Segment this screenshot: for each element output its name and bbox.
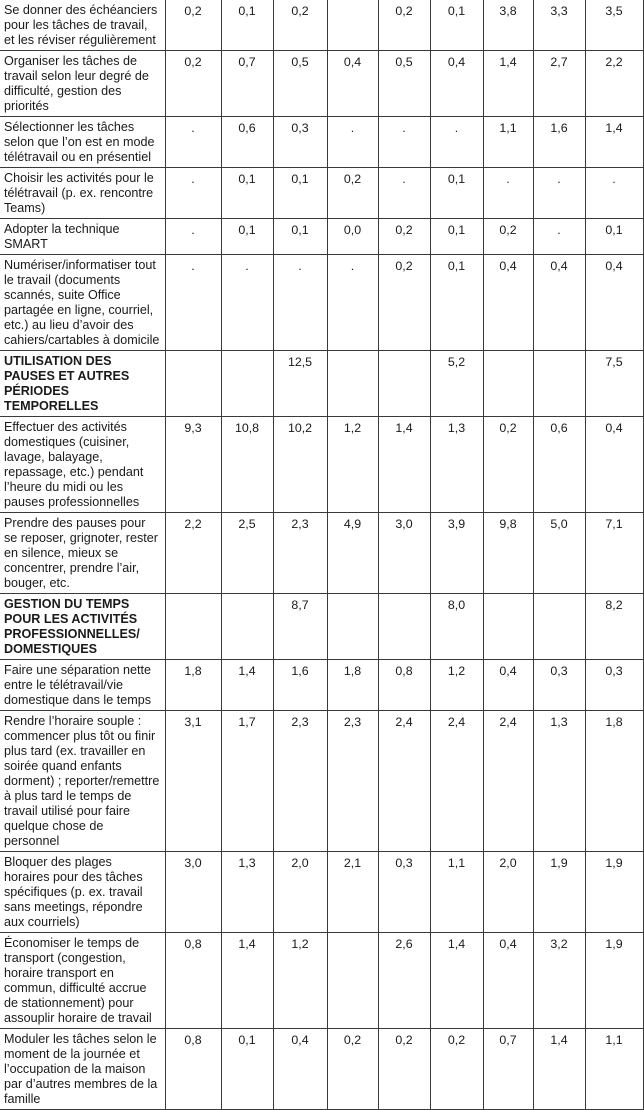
value-cell: 10,8 [221,417,273,513]
value-cell: 0,2 [378,255,430,351]
value-cell: 1,6 [273,660,327,711]
value-cell: 1,4 [585,117,643,168]
value-cell: 0,4 [483,660,533,711]
value-cell [533,594,585,660]
row-label: Adopter la technique SMART [0,219,165,255]
value-cell: 0,4 [533,255,585,351]
table-row [0,219,643,255]
row-label: Se donner des échéanciers pour les tâches de travail, et les réviser régulièrement [0,0,165,51]
value-cell: 0,2 [378,0,430,51]
value-cell [327,0,378,51]
value-cell: 3,9 [430,513,483,594]
value-cell: . [533,168,585,219]
value-cell: 1,8 [165,660,221,711]
value-cell: 1,3 [430,417,483,513]
value-cell: 2,1 [327,852,378,933]
value-cell: 0,1 [221,168,273,219]
value-cell: 0,1 [221,219,273,255]
value-cell: 0,4 [585,417,643,513]
value-cell: . [165,168,221,219]
value-cell: 0,1 [430,219,483,255]
value-cell: 0,8 [378,660,430,711]
table-row [0,168,643,219]
value-cell [327,933,378,1029]
table-row [0,1029,643,1110]
value-cell: 1,4 [430,933,483,1029]
value-cell: 0,2 [483,417,533,513]
row-label: Économiser le temps de transport (congestion, horaire transport en commun, difficulté accrue de stationnement) pour assouplir horaire de travail [0,933,165,1029]
value-cell: 0,6 [533,417,585,513]
value-cell: 0,2 [327,1029,378,1110]
row-label: Organiser les tâches de travail selon leur degré de difficulté, gestion des priorités [0,51,165,117]
row-label: Faire une séparation nette entre le télétravail/vie domestique dans le temps [0,660,165,711]
value-cell: 1,3 [221,852,273,933]
value-cell: 1,8 [585,711,643,852]
value-cell: 3,3 [533,0,585,51]
table-row [0,255,643,351]
value-cell: 2,4 [430,711,483,852]
value-cell: 3,8 [483,0,533,51]
value-cell [327,594,378,660]
row-label: Moduler les tâches selon le moment de la journée et l’occupation de la maison par d’autres membres de la famille [0,1029,165,1110]
table-row [0,660,643,711]
value-cell: 0,5 [273,51,327,117]
value-cell: 2,0 [483,852,533,933]
value-cell: 2,3 [273,513,327,594]
value-cell: 8,7 [273,594,327,660]
section-label: GESTION DU TEMPS POUR LES ACTIVITÉS PROFESSIONNELLES/ DOMESTIQUES [0,594,165,660]
value-cell: 2,2 [585,51,643,117]
value-cell: 1,2 [430,660,483,711]
value-cell [327,351,378,417]
value-cell: 0,2 [378,219,430,255]
value-cell: 9,3 [165,417,221,513]
value-cell: . [533,219,585,255]
value-cell: 0,1 [585,219,643,255]
value-cell: 10,2 [273,417,327,513]
value-cell: 0,1 [430,0,483,51]
value-cell: 0,7 [221,51,273,117]
value-cell [533,351,585,417]
value-cell: 7,1 [585,513,643,594]
value-cell: 2,4 [378,711,430,852]
value-cell: 0,1 [430,255,483,351]
section-label: UTILISATION DES PAUSES ET AUTRES PÉRIODES TEMPORELLES [0,351,165,417]
value-cell: . [327,117,378,168]
value-cell: 0,3 [273,117,327,168]
value-cell: 0,4 [327,51,378,117]
value-cell: 0,1 [430,168,483,219]
value-cell: 0,1 [221,0,273,51]
value-cell: 2,3 [273,711,327,852]
value-cell: 3,1 [165,711,221,852]
value-cell: . [483,168,533,219]
row-label: Choisir les activités pour le télétravail (p. ex. rencontre Teams) [0,168,165,219]
value-cell: 3,2 [533,933,585,1029]
value-cell: 1,2 [273,933,327,1029]
value-cell: 8,2 [585,594,643,660]
value-cell: 2,7 [533,51,585,117]
value-cell: 3,0 [165,852,221,933]
table-row [0,852,643,933]
value-cell [378,351,430,417]
value-cell: . [585,168,643,219]
row-label: Bloquer des plages horaires pour des tâches spécifiques (p. ex. travail sans meetings, répondre aux courriels) [0,852,165,933]
value-cell: . [378,168,430,219]
row-label: Rendre l’horaire souple : commencer plus tôt ou finir plus tard (ex. travailler en soirée quand enfants dorment) ; reporter/remettre à plus tard le temps de travail utilisé pour faire quelque chose de personnel [0,711,165,852]
value-cell [483,594,533,660]
value-cell: 1,8 [327,660,378,711]
table-row [0,513,643,594]
row-label: Effectuer des activités domestiques (cuisiner, lavage, balayage, repassage, etc.) pendant l’heure du midi ou les pauses professionnelles [0,417,165,513]
value-cell [165,594,221,660]
value-cell: 12,5 [273,351,327,417]
value-cell: . [378,117,430,168]
value-cell: 2,6 [378,933,430,1029]
row-label: Sélectionner les tâches selon que l’on est en mode télétravail ou en présentiel [0,117,165,168]
value-cell: 0,2 [430,1029,483,1110]
value-cell: 1,7 [221,711,273,852]
value-cell: 1,6 [533,117,585,168]
value-cell: 1,9 [533,852,585,933]
value-cell: 0,1 [221,1029,273,1110]
value-cell: 2,5 [221,513,273,594]
table-row [0,0,643,51]
value-cell: 0,3 [378,852,430,933]
value-cell: 1,4 [221,660,273,711]
value-cell: 5,0 [533,513,585,594]
value-cell [165,351,221,417]
value-cell: 0,2 [273,0,327,51]
value-cell: 1,1 [430,852,483,933]
value-cell: 1,9 [585,933,643,1029]
value-cell: 0,4 [585,255,643,351]
value-cell: . [165,255,221,351]
value-cell: 8,0 [430,594,483,660]
value-cell: 0,5 [378,51,430,117]
value-cell: 0,2 [378,1029,430,1110]
value-cell: 2,4 [483,711,533,852]
value-cell: 0,3 [585,660,643,711]
value-cell: 0,4 [483,933,533,1029]
value-cell: 0,1 [273,219,327,255]
value-cell [378,594,430,660]
row-label: Prendre des pauses pour se reposer, grignoter, rester en silence, mieux se concentrer, prendre l’air, bouger, etc. [0,513,165,594]
value-cell: . [165,117,221,168]
value-cell: 0,2 [327,168,378,219]
section-header-row [0,351,643,417]
value-cell: 0,2 [165,0,221,51]
value-cell: 3,0 [378,513,430,594]
value-cell: 0,1 [273,168,327,219]
value-cell: 2,0 [273,852,327,933]
section-header-row [0,594,643,660]
table-row [0,417,643,513]
value-cell: . [273,255,327,351]
value-cell: . [221,255,273,351]
value-cell: 0,2 [483,219,533,255]
value-cell [221,594,273,660]
value-cell: 5,2 [430,351,483,417]
value-cell: . [430,117,483,168]
value-cell: 1,2 [327,417,378,513]
value-cell: 1,4 [221,933,273,1029]
value-cell: 4,9 [327,513,378,594]
value-cell: 0,6 [221,117,273,168]
value-cell: . [165,219,221,255]
value-cell: 0,8 [165,933,221,1029]
row-label: Numériser/informatiser tout le travail (documents scannés, suite Office partagée en ligne, courriel, etc.) au lieu d’avoir des cahiers/cartables à domicile [0,255,165,351]
value-cell: 2,2 [165,513,221,594]
value-cell: 1,9 [585,852,643,933]
value-cell: 9,8 [483,513,533,594]
value-cell: 1,4 [378,417,430,513]
value-cell: 1,3 [533,711,585,852]
value-cell: . [327,255,378,351]
value-cell: 1,4 [483,51,533,117]
value-cell: 1,4 [533,1029,585,1110]
value-cell [221,351,273,417]
value-cell: 0,0 [327,219,378,255]
value-cell [483,351,533,417]
value-cell: 0,4 [273,1029,327,1110]
value-cell: 1,1 [585,1029,643,1110]
table-row [0,711,643,852]
table-row [0,117,643,168]
value-cell: 0,2 [165,51,221,117]
value-cell: 0,3 [533,660,585,711]
value-cell: 0,4 [430,51,483,117]
value-cell: 7,5 [585,351,643,417]
value-cell: 0,8 [165,1029,221,1110]
table-row [0,51,643,117]
value-cell: 3,5 [585,0,643,51]
value-cell: 1,1 [483,117,533,168]
value-cell: 0,4 [483,255,533,351]
value-cell: 2,3 [327,711,378,852]
value-cell: 0,7 [483,1029,533,1110]
table-row [0,933,643,1029]
